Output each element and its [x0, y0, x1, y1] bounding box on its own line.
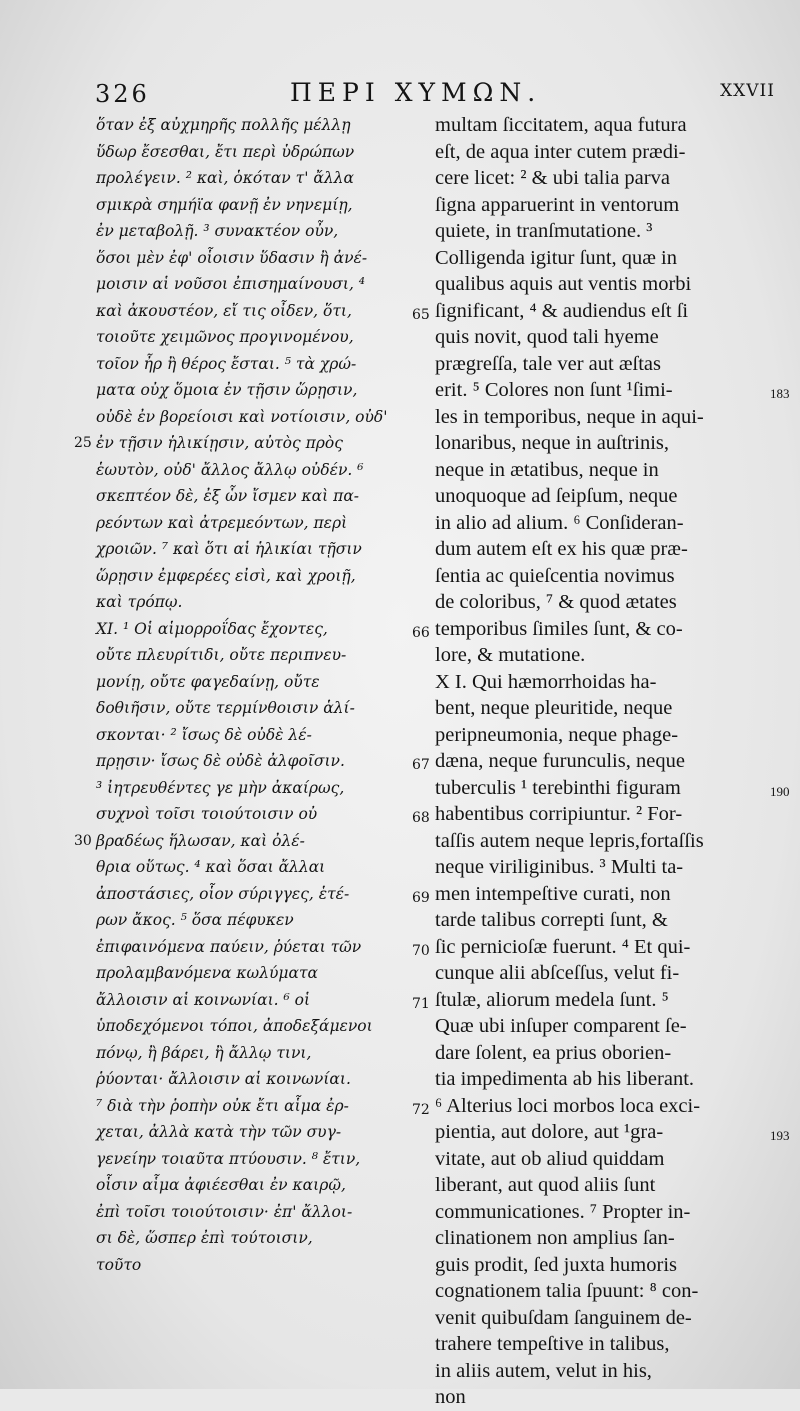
line-text: ματα οὐχ ὅμοια ἐν τῇσιν ὥρῃσιν,: [96, 381, 358, 399]
line-text: ὥρῃσιν ἐμφερέες εἰσὶ, καὶ χροιῇ,: [96, 566, 356, 585]
line-text: ³ ἰητρευθέντες γε μὴν ἀκαίρως,: [96, 778, 345, 797]
line-text: tia impedimenta ab his liberant.: [435, 1068, 695, 1090]
latin-text-line: [435, 1172, 780, 1199]
margin-number: 70: [412, 942, 430, 959]
line-text: venit quibuſdam ſanguinem de-: [435, 1306, 692, 1329]
margin-number: 69: [412, 889, 430, 906]
line-text: μονίῃ, οὔτε φαγεδαίνῃ, οὔτε: [96, 672, 320, 691]
line-text: ſic pernicioſæ fuerunt. ⁴ Et qui-: [435, 935, 691, 958]
greek-text-line: [96, 1199, 426, 1226]
latin-text-line: [435, 1093, 780, 1120]
line-text: peripneumonia, neque phage-: [435, 723, 679, 746]
line-text: ſignificant, ⁴ & audiendus eſt ſi: [435, 299, 689, 322]
greek-text-line: [96, 1225, 426, 1252]
line-text: ῥύονται· ἄλλοισιν αἱ κοινωνίαι.: [96, 1070, 351, 1088]
line-text: de coloribus, ⁷ & quod ætates: [435, 591, 677, 613]
line-text: trahere tempeſtive in talibus,: [435, 1333, 670, 1355]
greek-text-line: [96, 722, 426, 749]
margin-number: 72: [412, 1101, 430, 1118]
margin-number: 183: [770, 386, 790, 401]
line-text: cere licet: ² & ubi talia parva: [435, 167, 670, 189]
latin-text-line: [435, 510, 780, 537]
line-text: ἐπὶ τοῖσι τοιούτοισιν· ἐπ' ἄλλοι-: [96, 1202, 353, 1221]
latin-text-line: [435, 1040, 780, 1067]
line-text: guis prodit, ſed juxta humoris: [435, 1253, 677, 1276]
latin-text-line: [435, 298, 780, 325]
greek-text-line: [74, 828, 426, 855]
latin-text-line: [435, 271, 780, 298]
latin-text-line: [435, 536, 780, 563]
line-text: ἐν μεταβολῇ. ³ συνακτέον οὖν,: [96, 222, 339, 240]
line-text: δοθιῆσιν, οὔτε τερμίνθοισιν ἁλί-: [96, 699, 355, 717]
greek-text-line: [96, 1146, 426, 1173]
line-text: ἐν τῇσιν ἡλικίῃσιν, αὐτὸς πρὸς: [96, 434, 343, 452]
line-text: καὶ τρόπῳ.: [96, 593, 183, 611]
latin-text-line: [435, 377, 790, 404]
line-text: pientia, aut dolore, aut ¹gra-: [435, 1121, 664, 1143]
greek-text-line: [96, 987, 430, 1014]
latin-text-line: [435, 1146, 780, 1173]
greek-text-line: [96, 457, 426, 484]
greek-text-line: [96, 1040, 426, 1067]
line-text: χροιῶν. ⁷ καὶ ὅτι αἱ ἡλικίαι τῇσιν: [96, 540, 362, 558]
line-text: taſſis autem neque lepris,fortaſſis: [435, 829, 704, 852]
margin-number: 193: [770, 1128, 790, 1143]
latin-text-line: [435, 960, 780, 987]
greek-text-line: [96, 404, 426, 431]
line-text: οὐδὲ ἐν βορείοισι καὶ νοτίοισιν, οὐδ': [96, 407, 388, 426]
line-text: lore, & mutatione.: [435, 644, 586, 666]
line-text: qualibus aquis aut ventis morbi: [435, 273, 692, 295]
line-text: neque in ætatibus, neque in: [435, 458, 659, 481]
latin-text-line: [435, 1358, 780, 1385]
latin-text-line: [435, 1199, 780, 1226]
margin-number: 67: [412, 757, 430, 773]
line-text: clinationem non amplius ſan-: [435, 1227, 675, 1249]
latin-text-line: [435, 1331, 780, 1358]
latin-text-line: [435, 324, 780, 351]
line-text: οὔτε πλευρίτιδι, οὔτε περιπνευ-: [96, 646, 347, 664]
line-text: in alio ad alium. ⁶ Conſideran-: [435, 511, 684, 534]
line-text: erit. ⁵ Colores non ſunt ¹ſimi-: [435, 379, 673, 401]
line-text: συχνοὶ τοῖσι τοιούτοισιν οὐ: [96, 805, 318, 823]
line-text: μοισιν αἱ νοῦσοι ἐπισημαίνουσι, ⁴: [96, 275, 366, 293]
greek-text-line: [96, 1093, 430, 1120]
greek-text-line: [96, 775, 426, 802]
line-text: quis novit, quod tali hyeme: [435, 326, 659, 348]
latin-text-line: [435, 218, 780, 245]
line-text: ⁶ Alterius loci morbos loca exci-: [435, 1094, 701, 1117]
line-text: multam ſiccitatem, aqua futura: [435, 114, 687, 136]
line-text: καὶ ἀκουστέον, εἴ τις οἶδεν, ὅτι,: [96, 301, 352, 320]
line-text: in aliis autem, velut in his,: [435, 1359, 652, 1382]
line-text: ὕδωρ ἔσεσθαι, ἔτι περὶ ὑδρώπων: [96, 142, 355, 161]
greek-text-line: [96, 695, 426, 722]
line-text: prægreſſa, tale ver aut æſtas: [435, 352, 661, 375]
greek-text-line: [96, 1172, 426, 1199]
greek-text-line: [96, 112, 426, 139]
line-text: χεται, ἀλλὰ κατὰ τὴν τῶν συγ-: [96, 1123, 342, 1141]
greek-text-line: [96, 351, 426, 378]
line-text: ſentia ac quieſcentia novimus: [435, 564, 675, 587]
line-text: bent, neque pleuritide, neque: [435, 697, 673, 719]
latin-text-line: [435, 775, 790, 802]
latin-text-line: [435, 801, 780, 828]
line-text: σι δὲ, ὥσπερ ἐπὶ τούτοισιν,: [96, 1229, 313, 1247]
line-text: βραδέως ἥλωσαν, καὶ ὀλέ-: [96, 831, 305, 850]
greek-text-line: [96, 1013, 426, 1040]
greek-text-line: [96, 536, 426, 563]
greek-text-line: [96, 245, 426, 272]
latin-text-column: [435, 112, 790, 1408]
line-text: ὅσοι μὲν ἐφ' οἷοισιν ὕδασιν ἢ ἀνέ-: [96, 248, 368, 267]
latin-text-line: [435, 1384, 780, 1411]
latin-text-line: [435, 642, 780, 669]
greek-text-line: [96, 192, 426, 219]
line-text: Colligenda igitur ſunt, quæ in: [435, 246, 678, 269]
latin-text-line: [435, 854, 780, 881]
margin-number: 66: [412, 624, 430, 641]
greek-text-line: [96, 271, 426, 298]
latin-text-line: [435, 987, 780, 1014]
latin-text-line: [435, 907, 780, 934]
line-text: liberant, aut quod aliis ſunt: [435, 1174, 656, 1196]
line-text: cunque alii abſceſſus, velut fi-: [435, 962, 680, 984]
latin-text-line: [435, 457, 780, 484]
line-text: ἄλλοισιν αἱ κοινωνίαι. ⁶ οἱ: [96, 990, 311, 1009]
line-text: ὑποδεχόμενοι τόποι, ἀποδεξάμενοι: [96, 1017, 373, 1035]
greek-text-line: [96, 1066, 426, 1093]
line-text: dare ſolent, ea prius oborien-: [435, 1041, 672, 1064]
greek-text-column: [74, 112, 430, 1382]
line-text: πόνῳ, ἢ βάρει, ἢ ἄλλῳ τινι,: [96, 1043, 312, 1062]
greek-text-line: [96, 616, 430, 643]
greek-text-line: [96, 377, 426, 404]
line-text: vitate, aut ob aliud quiddam: [435, 1147, 665, 1170]
line-text: cognationem talia ſpuunt: ⁸ con-: [435, 1280, 699, 1302]
greek-text-line: [96, 218, 426, 245]
line-text: tuberculis ¹ terebinthi figuram: [435, 776, 681, 799]
line-text: θρια οὕτως. ⁴ καὶ ὅσαι ἄλλαι: [96, 858, 326, 876]
line-text: πρῃσιν· ἴσως δὲ οὐδὲ ἀλφοῖσιν.: [96, 752, 345, 770]
line-text: Quæ ubi inſuper comparent ſe-: [435, 1015, 687, 1037]
line-text: dæna, neque furunculis, neque: [435, 750, 685, 772]
latin-text-line: [435, 695, 780, 722]
greek-text-line: [96, 642, 426, 669]
running-title: ΠΕΡΙ ΧΥΜΩΝ.: [290, 78, 542, 107]
chapter-number: XXVII: [720, 81, 775, 101]
greek-text-line: [96, 748, 430, 775]
greek-text-line: [96, 960, 426, 987]
latin-text-line: [435, 1252, 780, 1279]
greek-text-line: [96, 298, 430, 325]
latin-text-line: [435, 669, 780, 696]
greek-text-line: [96, 563, 426, 590]
greek-text-line: [96, 907, 426, 934]
greek-text-line: [96, 139, 426, 166]
line-text: ἀποστάσιες, οἷον σύριγγες, ἑτέ-: [96, 884, 350, 903]
line-text: σμικρὰ σημήϊα φανῇ ἐν νηνεμίῃ,: [96, 195, 353, 214]
line-text: communicationes. ⁷ Propter in-: [435, 1200, 691, 1223]
line-text: σκονται· ² ἴσως δὲ οὐδὲ λέ-: [96, 725, 312, 744]
line-text: habentibus corripiuntur. ² For-: [435, 803, 683, 825]
greek-text-line: [96, 881, 430, 908]
line-text: eſt, de aqua inter cutem prædi-: [435, 140, 686, 163]
latin-text-line: [435, 1225, 780, 1252]
greek-text-line: [96, 165, 426, 192]
margin-number: 25: [74, 435, 92, 451]
line-text: προλαμβανόμενα κωλύματα: [96, 964, 319, 982]
line-text: γενείην τοιαῦτα πτύουσιν. ⁸ ἔτιν,: [96, 1149, 361, 1168]
line-text: ἐπιφαινόμενα παύειν, ῥύεται τῶν: [96, 937, 362, 956]
greek-text-line: [96, 801, 430, 828]
latin-text-line: [435, 139, 780, 166]
greek-text-line: [96, 589, 426, 616]
line-text: non: [435, 1386, 466, 1408]
margin-number: 68: [412, 810, 430, 826]
line-text: ρεόντων καὶ ἀτρεμεόντων, περὶ: [96, 513, 348, 532]
line-text: tarde talibus correpti ſunt, &: [435, 909, 668, 931]
latin-text-line: [435, 430, 780, 457]
line-text: ⁷ διὰ τὴν ῥοπὴν οὐκ ἔτι αἷμα ἐρ-: [96, 1096, 349, 1115]
latin-text-line: [435, 404, 780, 431]
line-text: ρων ἄκος. ⁵ ὅσα πέφυκεν: [96, 911, 294, 929]
line-text: τοῖον ἦρ ἢ θέρος ἔσται. ⁵ τὰ χρώ-: [96, 354, 357, 373]
latin-text-line: [435, 589, 780, 616]
line-text: X I. Qui hæmorrhoidas ha-: [435, 670, 657, 693]
greek-text-line: [96, 669, 426, 696]
line-text: neque viriliginibus. ³ Multi ta-: [435, 856, 684, 878]
latin-text-line: [435, 483, 780, 510]
latin-text-line: [435, 616, 780, 643]
line-text: σκεπτέον δὲ, ἐξ ὧν ἴσμεν καὶ πα-: [96, 487, 360, 505]
margin-number: 65: [412, 306, 430, 323]
latin-text-line: [435, 1278, 780, 1305]
line-text: ἑωυτὸν, οὐδ' ἄλλος ἄλλῳ οὐδέν. ⁶: [96, 460, 364, 479]
line-text: ſtulæ, aliorum medela ſunt. ⁵: [435, 988, 669, 1011]
line-text: temporibus ſimiles ſunt, & co-: [435, 617, 683, 640]
line-text: quiete, in tranſmutatione. ³: [435, 220, 653, 242]
latin-text-line: [435, 245, 780, 272]
page-number: 326: [95, 80, 150, 108]
greek-text-line: [74, 430, 426, 457]
greek-text-line: [96, 854, 426, 881]
line-text: men intempeſtive curati, non: [435, 882, 671, 905]
line-text: les in temporibus, neque in aqui-: [435, 405, 704, 428]
line-text: ΧΙ. ¹ Οἱ αἱμορροΐδας ἔχοντες,: [96, 619, 328, 638]
latin-text-line: [435, 192, 780, 219]
line-text: unoquoque ad ſeipſum, neque: [435, 485, 678, 507]
greek-text-line: [96, 1119, 426, 1146]
page-header: [95, 78, 775, 112]
greek-text-line: [96, 1252, 426, 1279]
line-text: ſigna apparuerint in ventorum: [435, 193, 680, 216]
line-text: προλέγειν. ² καὶ, ὁκόταν τ' ἄλλα: [96, 169, 354, 187]
line-text: τοῦτο: [96, 1255, 142, 1274]
line-text: lonaribus, neque in auſtrinis,: [435, 432, 669, 454]
greek-text-line: [96, 934, 430, 961]
latin-text-line: [435, 748, 780, 775]
latin-text-line: [435, 1013, 780, 1040]
greek-text-line: [96, 324, 426, 351]
latin-text-line: [435, 722, 780, 749]
latin-text-line: [435, 112, 780, 139]
latin-text-line: [435, 1119, 790, 1146]
latin-text-line: [435, 351, 780, 378]
margin-number: 190: [770, 783, 790, 799]
line-text: τοιοῦτε χειμῶνος προγινομένου,: [96, 328, 354, 346]
latin-text-line: [435, 1066, 780, 1093]
line-text: ὅταν ἐξ αὐχμηρῆς πολλῆς μέλλῃ: [96, 116, 351, 134]
margin-number: 30: [74, 832, 92, 849]
greek-text-line: [96, 483, 426, 510]
line-text: dum autem eſt ex his quæ præ-: [435, 538, 688, 560]
latin-text-line: [435, 165, 780, 192]
margin-number: 71: [412, 995, 430, 1012]
latin-text-line: [435, 881, 780, 908]
latin-text-line: [435, 828, 780, 855]
latin-text-line: [435, 563, 780, 590]
greek-text-line: [96, 510, 426, 537]
latin-text-line: [435, 1305, 780, 1332]
line-text: οἷσιν αἷμα ἀφιέεσθαι ἐν καιρῷ,: [96, 1176, 346, 1194]
latin-text-line: [435, 934, 780, 961]
